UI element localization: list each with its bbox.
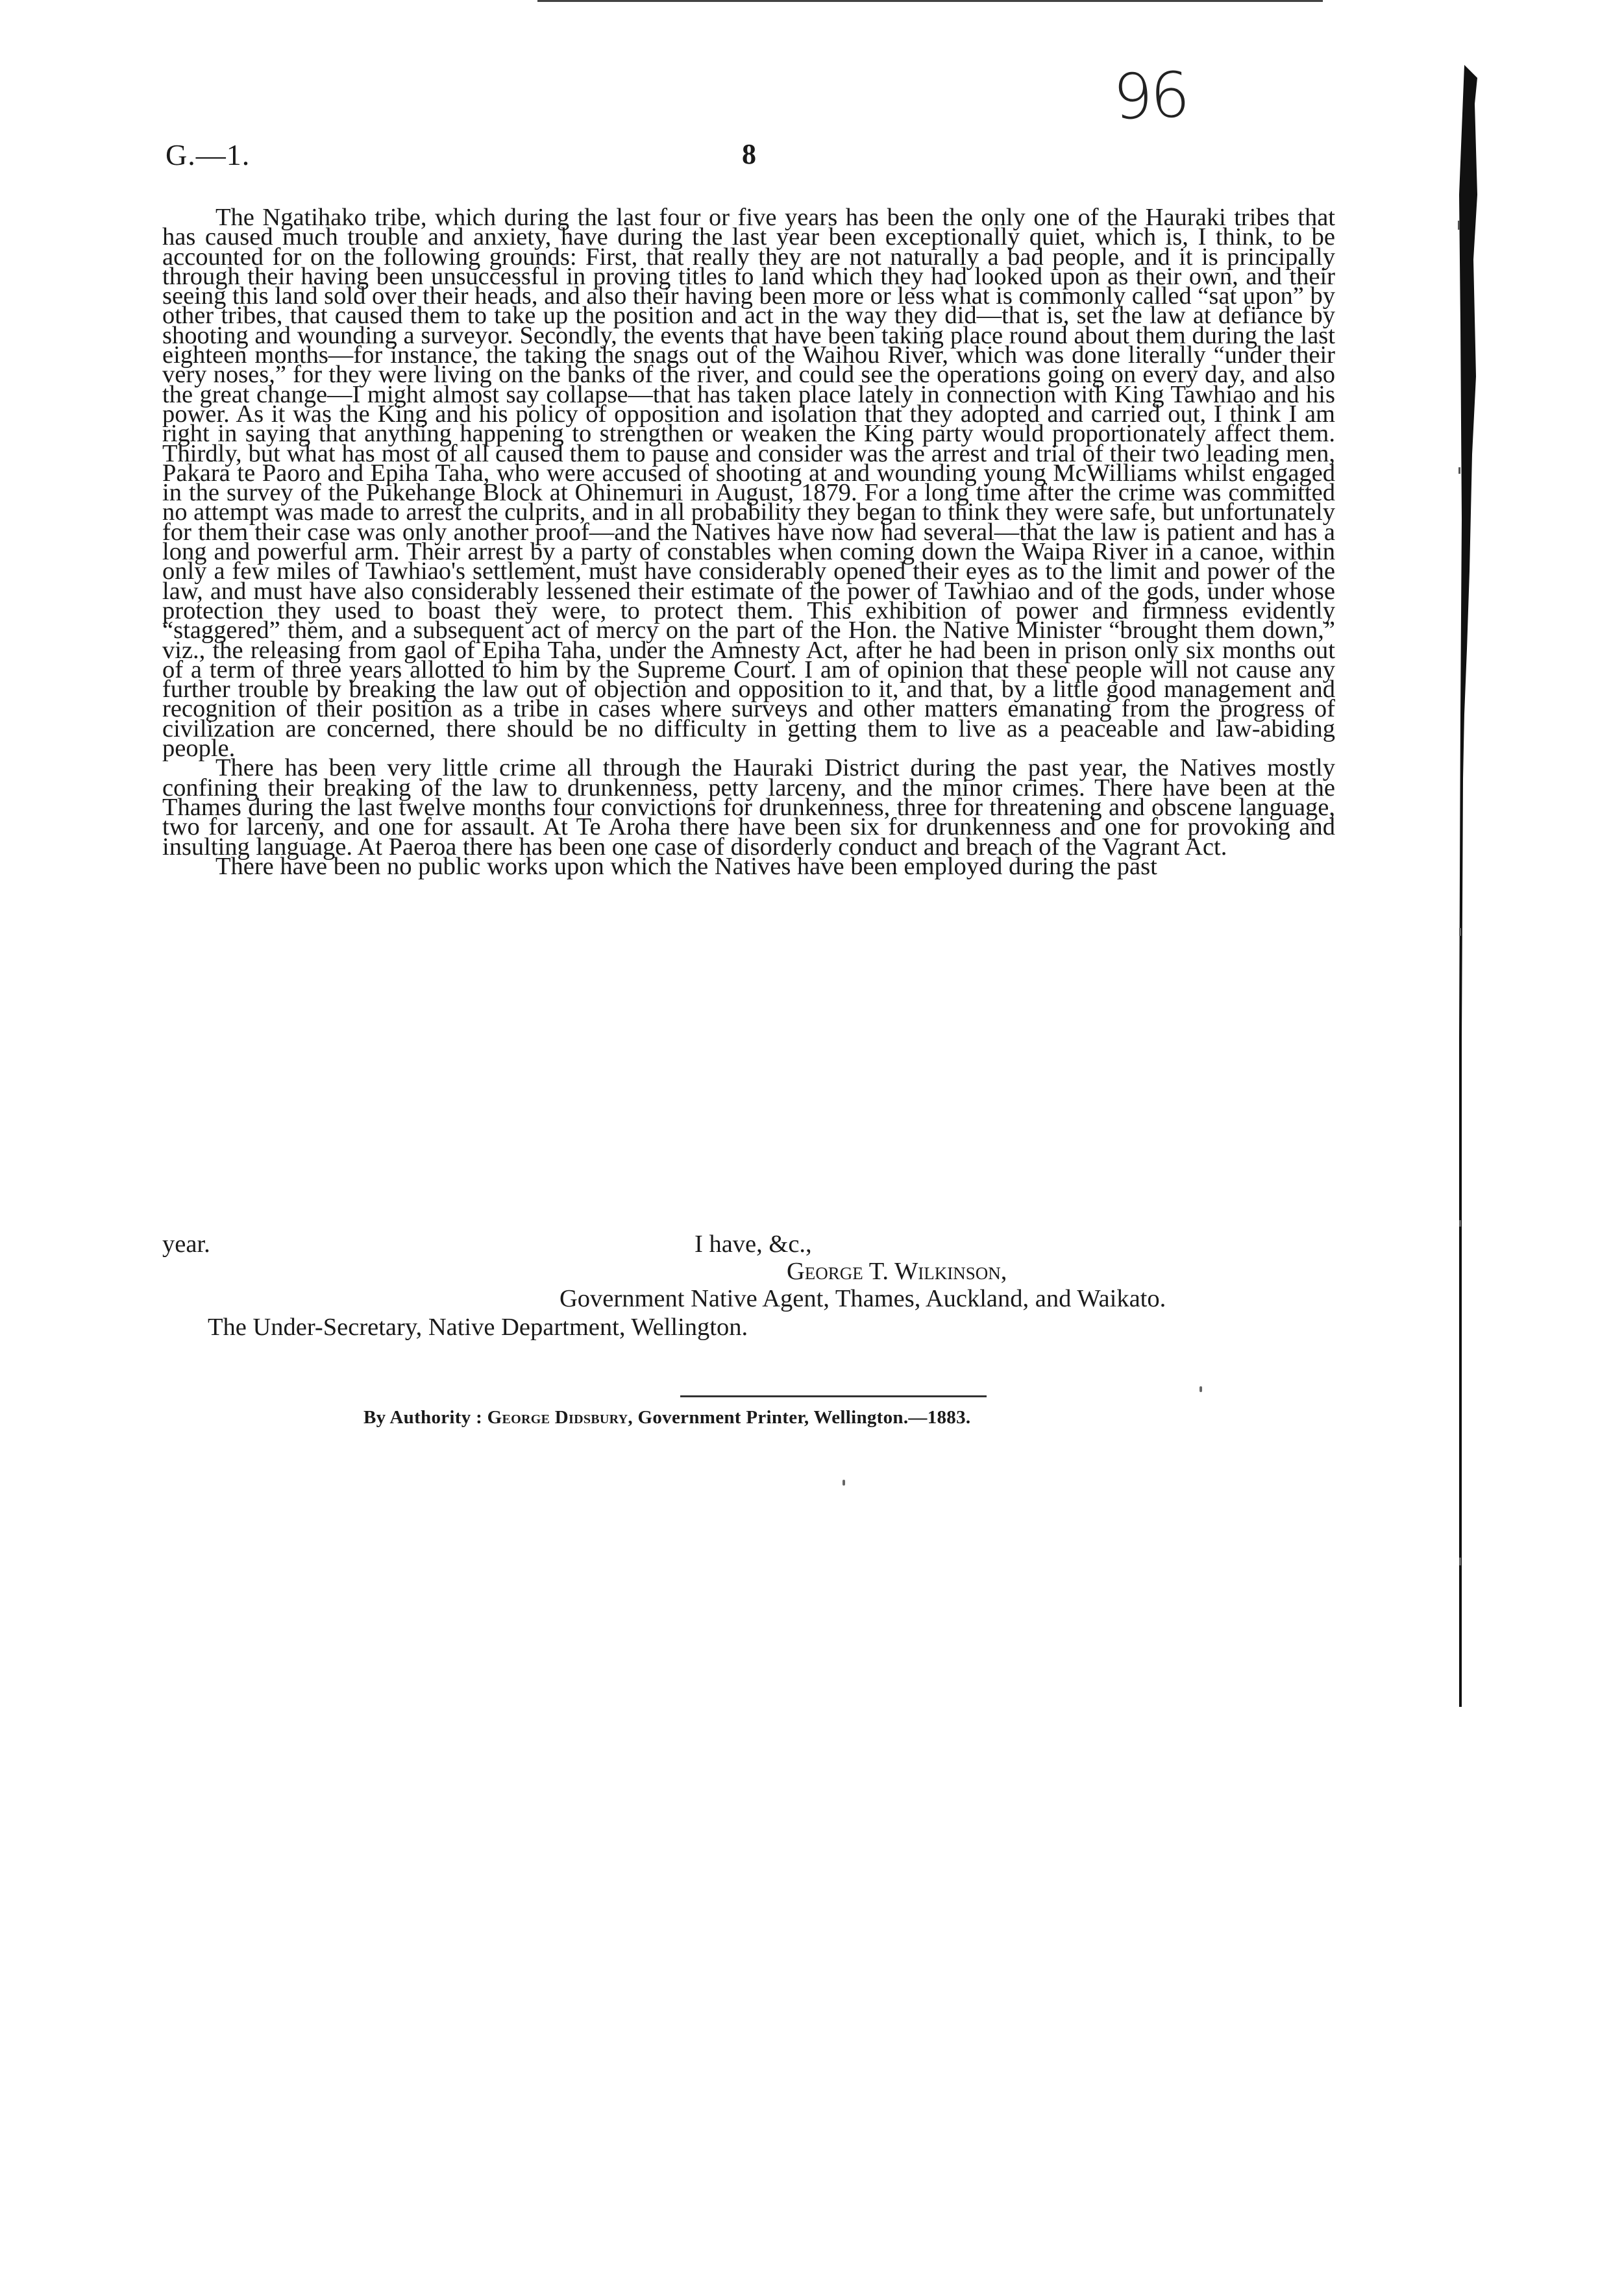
binding-edge-shadow [1458,65,1480,1707]
paragraph-public-works: There have been no public works upon which the Natives have been employed during the past [215,852,1157,880]
footer-rule [680,1395,987,1397]
scan-speck [843,1480,845,1486]
signature-block [162,1230,1335,1340]
signatory-name: George T. Wilkinson, [787,1258,1007,1285]
page-number: 8 [742,138,756,170]
imprint-suffix: , Government Printer, Wellington.—1883. [628,1407,971,1428]
imprint-prefix: By Authority : [363,1407,483,1428]
top-edge-rule [537,0,1323,2]
letter-body [162,204,1335,880]
paragraph-ngatihako-tribe: The Ngatihako tribe, which during the last four or five years has been the only one of the Hauraki tribes that has caused much trouble and anxiety, have during the last year been exceptionally quiet, which is, I think, to be accounted for on the following grounds: First, that really they are not naturally a bad people, and it is principally through their having been unsuccessful in proving titles to land which they had looked upon as their own, and their seeing this land sold over their heads, and also their having been more or less what is commonly called “sat upon” by other tribes, that caused them to take up the position and act in the way they did—that is, set the law at defiance by shooting and wounding a surveyor. Secondly, the events that have been taking place round about them during the last eighteen months—for instance, the taking the snags out of the Waihou River, which was done literally “under their very noses,” for they were living on the banks of the river, and could see the operations going on every day, and also the great change—I might almost say collapse—that has taken place lately in connection with King Tawhiao and his power. As it was the King and his policy of opposition and isolation that they adopted and carried out, I think I am right in saying that anything happening to strengthen or weaken the King party would proportionately affect them. Thirdly, but what has most of all caused them to pause and consider was the arrest and trial of their two leading men, Pakara te Paoro and Epiha Taha, who were accused of shooting at and wounding young McWilliams whilst engaged in the survey of the Pukehange Block at Ohinemuri in August, 1879. For a long time after the crime was committed no attempt was made to arrest the culprits, and in all probability they began to think they were safe, but unfortunately for them their case was only another proof—and the Natives have now had several—that the law is patient and has a long and powerful arm. Their arrest by a party of constables when coming down the Waipa River in a canoe, within only a few miles of Tawhiao's settlement, must have considerably opened their eyes as to the limit and power of the law, and must have also considerably lessened their estimate of the power of Tawhiao and of the gods, under whose protection they used to boast they were, to protect them. This exhibition of power and firmness evidently “staggered” them, and a subsequent act of mercy on the part of the Hon. the Native Minister “brought them down,” viz., the releasing from gaol of Epiha Taha, under the Amnesty Act, after he had been in prison only six months out of a term of three years allotted to him by the Supreme Court. I am of opinion that these people will not cause any further trouble by breaking the law out of objection and opposition to it, and that, by a little good management and recognition of their position as a tribe in cases where surveys and other matters emanating from the progress of civilization are concerned, there should be no difficulty in getting them to live as a peaceable and law-abiding people. [162,204,1335,763]
paragraph-crime-statistics: There has been very little crime all through the Hauraki District during the past year, the Natives mostly confining their breaking of the law to drunkenness, petty larceny, and the minor crimes. There have been at the Thames during the last twelve months four convictions for drunkenness, three for threatening and obscene language, two for larceny, and one for assault. At Te Aroha there have been six for drunkenness and one for provoking and insulting language. At Paeroa there has been one case of disorderly conduct and breach of the Vagrant Act. [162,754,1335,861]
handwritten-folio-number: 96 [1112,58,1189,134]
printer-imprint [363,1407,1285,1428]
scan-speck [1200,1386,1202,1392]
document-series-code: G.—1. [166,138,251,171]
signatory-title: Government Native Agent, Thames, Auckland, and Waikato. [560,1285,1166,1312]
paragraph-closing-word: year. [162,1231,210,1258]
valediction: I have, &c., [695,1231,812,1258]
printer-name: George Didsbury [487,1407,628,1428]
addressee: The Under-Secretary, Native Department, Wellington. [208,1314,748,1341]
